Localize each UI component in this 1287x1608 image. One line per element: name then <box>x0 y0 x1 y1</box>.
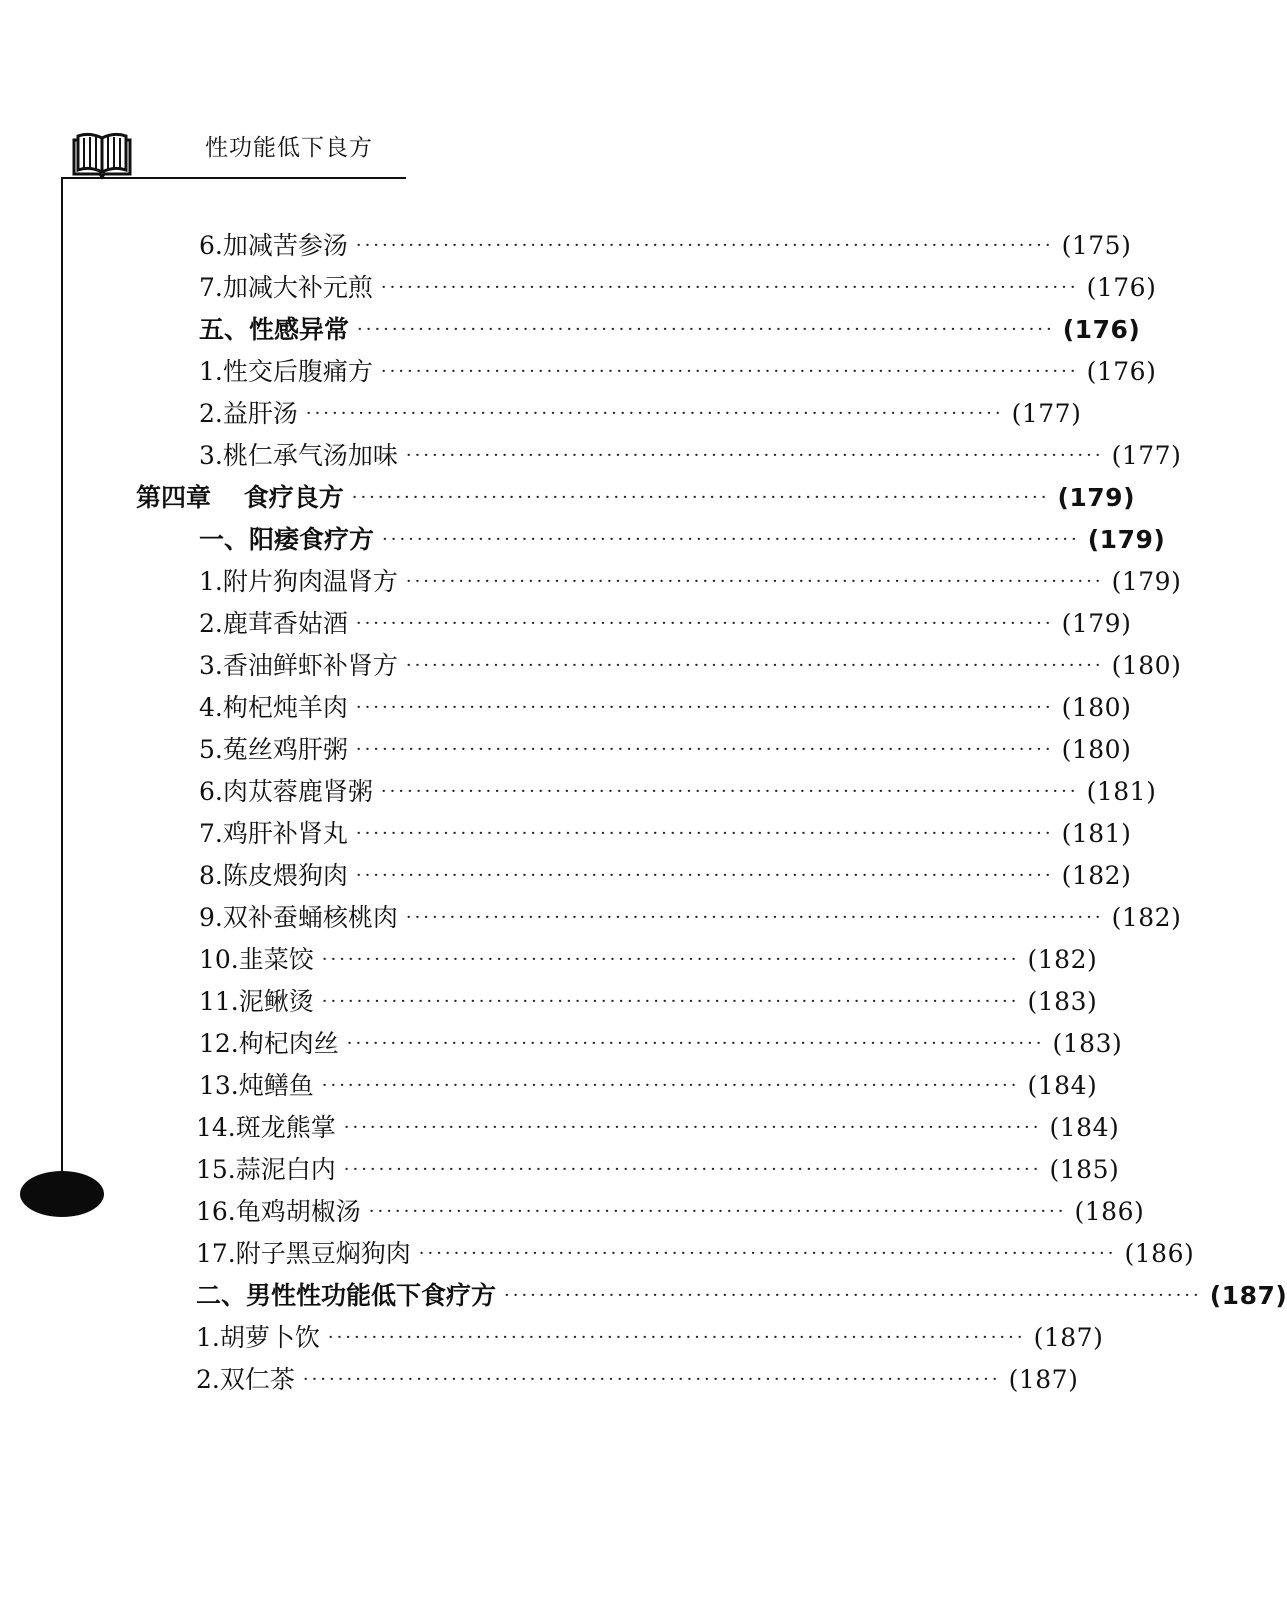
toc-label: 7.加减大补元煎 <box>199 273 373 302</box>
toc-label: 2.益肝汤 <box>199 399 298 428</box>
toc-label: 2.双仁茶 <box>196 1365 295 1394</box>
toc-label: 12.枸杞肉丝 <box>199 1029 339 1058</box>
toc-entry <box>199 940 1098 980</box>
toc-entry <box>199 730 1132 770</box>
toc-entry <box>199 226 1132 266</box>
toc-page-number: (183) <box>1052 1029 1123 1058</box>
dot-leader: ················································································ <box>343 1159 1042 1180</box>
toc-page-number: (179) <box>1111 567 1182 596</box>
toc-label: 二、男性性功能低下食疗方 <box>196 1281 497 1310</box>
toc-page-number: (184) <box>1049 1113 1120 1142</box>
toc-page-number: (182) <box>1027 945 1098 974</box>
toc-label: 1.附片狗肉温肾方 <box>199 567 398 596</box>
header-rule <box>62 177 406 179</box>
toc-page-number: (176) <box>1062 315 1141 344</box>
toc-entry <box>199 268 1157 308</box>
toc-label: 14.斑龙熊掌 <box>196 1113 336 1142</box>
toc-label: 第四章 食疗良方 <box>136 483 344 512</box>
toc-label: 6.肉苁蓉鹿肾粥 <box>199 777 373 806</box>
toc-label: 1.性交后腹痛方 <box>199 357 373 386</box>
page-tab-marker <box>20 1171 104 1217</box>
dot-leader: ················································································ <box>355 823 1054 844</box>
toc-section <box>199 520 1166 560</box>
dot-leader: ················································································ <box>355 613 1054 634</box>
toc-page-number: (182) <box>1111 903 1182 932</box>
toc-entry <box>199 1024 1123 1064</box>
dot-leader: ················································································ <box>380 781 1079 802</box>
toc-label: 1.胡萝卜饮 <box>196 1323 320 1352</box>
toc-page-number: (180) <box>1111 651 1182 680</box>
toc-page-number: (177) <box>1111 441 1182 470</box>
dot-leader: ················································································ <box>346 1033 1045 1054</box>
toc-entry <box>199 604 1132 644</box>
toc-entry <box>199 856 1132 896</box>
toc-section <box>196 1276 1287 1316</box>
toc-entry <box>199 562 1182 602</box>
dot-leader: ················································································ <box>355 739 1054 760</box>
toc-chapter <box>136 478 1135 518</box>
toc-entry <box>199 394 1082 434</box>
dot-leader: ················································································ <box>327 1327 1026 1348</box>
margin-rule <box>61 177 63 1187</box>
toc-page-number: (187) <box>1209 1281 1287 1310</box>
toc-entry <box>199 982 1098 1022</box>
dot-leader: ················································································ <box>321 991 1020 1012</box>
dot-leader: ················································································ <box>302 1369 1001 1390</box>
toc-page-number: (180) <box>1061 735 1132 764</box>
toc-label: 五、性感异常 <box>199 315 350 344</box>
toc-label: 16.龟鸡胡椒汤 <box>196 1197 361 1226</box>
toc-entry <box>199 1066 1098 1106</box>
toc-page-number: (176) <box>1086 273 1157 302</box>
dot-leader: ················································································ <box>351 487 1050 508</box>
dot-leader: ················································································ <box>355 865 1054 886</box>
toc-page-number: (181) <box>1086 777 1157 806</box>
toc-label: 9.双补蚕蛹核桃肉 <box>199 903 398 932</box>
toc-page-number: (179) <box>1057 483 1135 512</box>
dot-leader: ················································································ <box>405 655 1104 676</box>
running-title: 性功能低下良方 <box>205 135 373 161</box>
toc-label: 3.桃仁承气汤加味 <box>199 441 398 470</box>
dot-leader: ················································································ <box>321 1075 1020 1096</box>
dot-leader: ················································································ <box>368 1201 1067 1222</box>
dot-leader: ················································································ <box>355 697 1054 718</box>
toc-entry <box>196 1360 1079 1400</box>
toc-entry <box>196 1108 1120 1148</box>
dot-leader: ················································································ <box>321 949 1020 970</box>
toc-label: 3.香油鲜虾补肾方 <box>199 651 398 680</box>
toc-entry <box>199 898 1182 938</box>
dot-leader: ················································································ <box>504 1285 1202 1306</box>
dot-leader: ················································································ <box>305 403 1004 424</box>
dot-leader: ················································································ <box>382 529 1080 550</box>
toc-page-number: (187) <box>1008 1365 1079 1394</box>
toc-page-number: (179) <box>1087 525 1166 554</box>
dot-leader: ················································································ <box>405 907 1104 928</box>
dot-leader: ················································································ <box>343 1117 1042 1138</box>
toc-page-number: (187) <box>1033 1323 1104 1352</box>
toc-entry <box>199 352 1157 392</box>
toc-label: 2.鹿茸香姑酒 <box>199 609 348 638</box>
toc-page-number: (181) <box>1061 819 1132 848</box>
dot-leader: ················································································ <box>418 1243 1117 1264</box>
dot-leader: ················································································ <box>380 277 1079 298</box>
toc-page-number: (186) <box>1074 1197 1145 1226</box>
toc-entry <box>199 646 1182 686</box>
toc-entry <box>196 1234 1195 1274</box>
dot-leader: ················································································ <box>405 445 1104 466</box>
toc-entry <box>199 814 1132 854</box>
toc-label: 7.鸡肝补肾丸 <box>199 819 348 848</box>
dot-leader: ················································································ <box>405 571 1104 592</box>
toc-label: 6.加减苦参汤 <box>199 231 348 260</box>
toc-label: 4.枸杞炖羊肉 <box>199 693 348 722</box>
toc-entry <box>196 1192 1145 1232</box>
toc-label: 8.陈皮煨狗肉 <box>199 861 348 890</box>
dot-leader: ················································································ <box>380 361 1079 382</box>
toc-page-number: (184) <box>1027 1071 1098 1100</box>
toc-page-number: (176) <box>1086 357 1157 386</box>
toc-page-number: (182) <box>1061 861 1132 890</box>
toc-page-number: (185) <box>1049 1155 1120 1184</box>
toc-entry <box>199 688 1132 728</box>
toc-label: 17.附子黑豆焖狗肉 <box>196 1239 411 1268</box>
toc-label: 一、阳痿食疗方 <box>199 525 375 554</box>
toc-page-number: (175) <box>1061 231 1132 260</box>
toc-section <box>199 310 1141 350</box>
dot-leader: ················································································ <box>357 319 1055 340</box>
toc-page-number: (180) <box>1061 693 1132 722</box>
toc-page-number: (179) <box>1061 609 1132 638</box>
toc-label: 13.炖鳝鱼 <box>199 1071 314 1100</box>
toc-entry <box>196 1318 1104 1358</box>
toc-label: 5.菟丝鸡肝粥 <box>199 735 348 764</box>
toc-label: 11.泥鳅烫 <box>199 987 314 1016</box>
toc-label: 10.韭菜饺 <box>199 945 314 974</box>
dot-leader: ················································································ <box>355 235 1054 256</box>
toc-entry <box>199 436 1182 476</box>
toc-entry <box>199 772 1157 812</box>
book-icon <box>70 132 134 178</box>
toc-page-number: (186) <box>1124 1239 1195 1268</box>
toc-page-number: (183) <box>1027 987 1098 1016</box>
toc-page-number: (177) <box>1011 399 1082 428</box>
toc-entry <box>196 1150 1120 1190</box>
toc-label: 15.蒜泥白内 <box>196 1155 336 1184</box>
